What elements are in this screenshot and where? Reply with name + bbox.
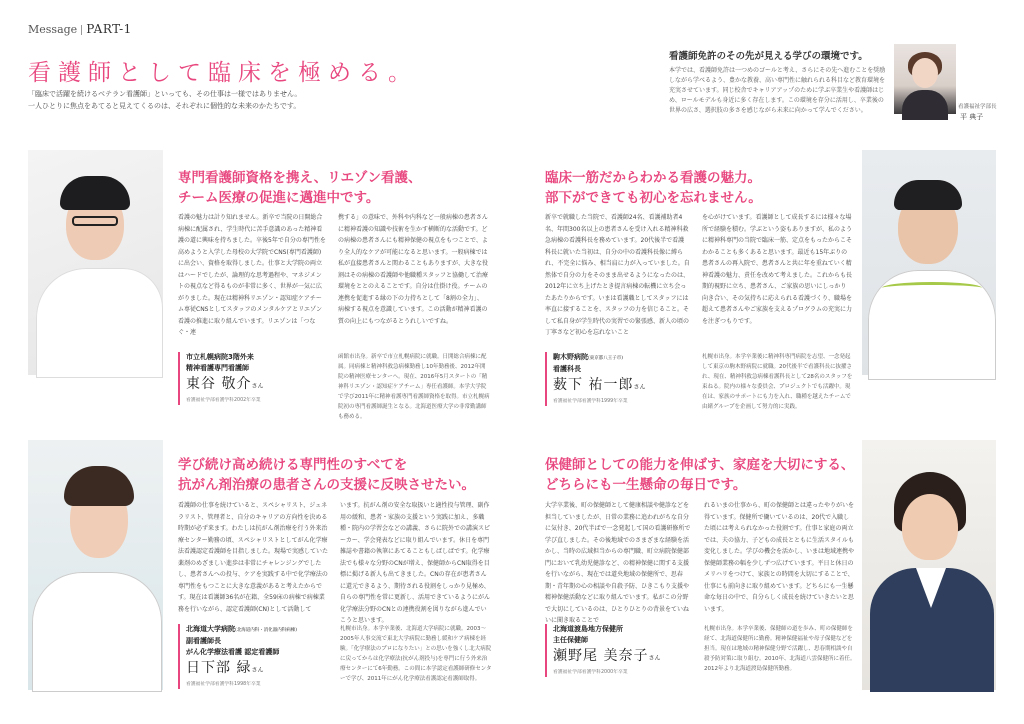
name-text: 瀬野尾 美奈子 bbox=[553, 648, 649, 664]
profile-text-col2: 携する」の意味で、外科や内科など一般病棟の患者さんに精神看護の知識や技術を生かす横断的な活動です。どの病棟の患者さんにも精神保健の視点をもつことで、より全人的なケアが可能になると思います。一般病棟では私が直接患者さんと関わることもありますが、大きな役割はその病棟の看護師や他職種スタッフと協働して治療環境をととのえることです。自分は仕掛け役。チームの連携を促進する縁の下の力持ちとして「8割の全力」、病棟する視点を意識しています。この活動が精神看護の質の向上にもつながるとうれしいですね。 bbox=[338, 214, 489, 325]
profile-headline bbox=[545, 168, 855, 208]
dean-portrait bbox=[894, 44, 956, 114]
profile-text-col1: 看護の魅力は計り知れません。新卒で当院の日開総合病棟に配属され、学生時代に苦手意識のあった精神看護の道に興味を持ちました。卒後5年で自分の専門性を高めようと入学した母校の大学院でCNS(専門看護師)に出会い、資格を取得しました。仕事と大学院の両立はハードでしたが、論理的な思考過程や、マネジメントの視点など得るものが非常に多く、世界が一気に広がりました。現在は精神科リエゾン・認知症ケアチーム専従CNSとしてスタッフのメンタルケアとリエゾン看護の推進に取り組んでいます。リエゾンは「つなぐ・連 bbox=[178, 214, 326, 336]
profile-photo-2 bbox=[862, 150, 996, 375]
section-tag-label: Message bbox=[28, 23, 78, 36]
message-heading: 看護師免許のその先が見える学びの環境です。 bbox=[669, 51, 868, 62]
headline-line: 学び続け高め続ける専門性のすべてを bbox=[178, 457, 408, 473]
profile-text-col2: れるいまの仕事から、町の保健師とは違ったやりがいを得ています。保健所で働いているのは、20代で入職した頃には考えられなかった役割です。仕事と家庭の両立では、夫の協力、子どもの成長とともに生活スタイルも変化しました。学びの機会を活かし、いまは地域連携や保健師業務の幅を少しずつ広げています。平日と休日のメリハリをつけて、家族との時間を大切にすることで、仕事にも前向きに取り組めています。どちらにも一生懸命な毎日の中で、自分らしく成長を続けていきたいと思います。 bbox=[704, 502, 855, 613]
name-suffix: さん bbox=[251, 383, 264, 390]
name-suffix: さん bbox=[648, 655, 661, 662]
profile-org bbox=[553, 352, 685, 364]
name-suffix: さん bbox=[251, 667, 264, 674]
name-text: 日下部 緑 bbox=[186, 660, 252, 676]
headline-line: チーム医療の促進に邁進中です。 bbox=[178, 190, 380, 206]
org-text: 北海道大学病院 bbox=[186, 625, 235, 633]
profile-headline bbox=[178, 168, 498, 208]
profile-graduation: 看護福祉学部看護学科1999年卒業 bbox=[553, 399, 628, 404]
portrait-coat bbox=[902, 90, 948, 120]
divider bbox=[81, 25, 82, 35]
glasses-icon bbox=[72, 216, 118, 226]
profile-bio: 函館市出身。新卒で市立札幌病院に就職。日開総合病棟に配属。同病棟と精神科救急病棟勤務し10年勤務後、2012年開院の精神医療センターへ。現在、2016年5月スタートの「精神科リエゾン・認知症ケアチーム」専任看護師。本学大学院で学び2011年に精神看護専門看護師資格を取得。市立札幌病院初の専門看護師誕生となる。北海道医療大学の非常勤講師も務める。 bbox=[338, 354, 490, 420]
org-note: (東京都八王子市) bbox=[588, 356, 624, 361]
profile-role: 主任保健師 bbox=[553, 636, 588, 644]
profile-role: 精神看護専門看護師 bbox=[186, 364, 249, 372]
profile-photo-3 bbox=[28, 440, 163, 690]
profile-role: 副看護師長 bbox=[186, 637, 221, 645]
lead-line: 「臨床で活躍を続けるベテラン看護師」といっても、その仕事は一様ではありません。 bbox=[28, 90, 302, 98]
headline-line: 保健師としての能力を伸ばす、家庭を大切にする、 bbox=[545, 457, 855, 473]
profile-headline bbox=[178, 455, 508, 495]
profile-role-secondary: がん化学療法看護 認定看護師 bbox=[186, 648, 280, 656]
profile-name bbox=[186, 374, 326, 397]
profile-namebox bbox=[545, 352, 685, 406]
profile-text-col1: 看護師の仕事を続けていると、スペシャリスト、ジェネラリスト、管理者と、自分のキャリアの方向性を決める時期が必ず来ます。わたしは抗がん剤治療を行う外来治療センター勤務の頃、スペシャリストとしてがん化学療法看護認定看護師を目指しました。現場で実感していた薬剤のめざましい進歩は非常にチャレンジングでしたし、患者さんへの投与、ケアを実践する中で化学療法の専門性をもつことに大きな意義があると考えたからです。現在は看護師36名が在籍、全59床の病棟で病棟業務を行いながら、認定看護師(CN)として活動して bbox=[178, 502, 329, 613]
headline-line: 抗がん剤治療の患者さんの支援に反映させたい。 bbox=[178, 477, 475, 493]
signature-role: 看護福祉学部長 bbox=[958, 104, 997, 110]
message-body: 本学では、看護師免許は一つめのゴールと考え、さらにその先へ進むことを奨励しながら学べるよう、豊かな教養、高い専門性に触れられる科目など教育環境を充実させています。同じ校舎でキャリアアップのために学ぶ卒業生や看護師はじめ、ロールモデルも身近に多く存在します。この環境を存分に活用し、卒業後の世界の広さ、選択肢の多さを感じながら未来に向かって学んでください。 bbox=[669, 67, 886, 114]
headline-line: どちらにも一生懸命の毎日です。 bbox=[545, 477, 747, 493]
profile-name bbox=[553, 646, 693, 669]
page-title: 看護師として臨床を極める。 bbox=[28, 60, 418, 86]
profile-org: 市立札幌病院3階外来 bbox=[186, 353, 254, 361]
org-note: (北海道内科・消化器内科病棟) bbox=[235, 628, 298, 633]
name-text: 薮下 祐一郎 bbox=[553, 377, 634, 393]
part-label: PART-1 bbox=[86, 22, 132, 36]
profile-text-col1: 新卒で就職した当院で、看護師24名、看護補助者4名、年間300名以上の患者さんを受け入れる精神科救急病棟の看護科長を務めています。20代後半で看護科長に就いた当初は、自分の中の看護科長像に縛られ、不完全に悩み、相当肩に力が入っていました。自然体で自分の力をそのまま出せるようになったのは、2012年に立ち上げたとき提言病棟の転機に立ち会ったあたりからです。いまは看護職としてスタッフには率直に接することを、スタッフの力を信じること。そして私自身が学生時代の実習での緊張感、新人の頃の丁寧さなど初心を忘れないこと bbox=[545, 214, 690, 336]
profile-namebox bbox=[178, 624, 328, 689]
profile-org bbox=[186, 624, 328, 636]
name-text: 東谷 敬介 bbox=[186, 376, 252, 392]
profile-graduation: 看護福祉学部看護学科2002年卒業 bbox=[186, 398, 261, 403]
profile-bio: 札幌市出身。本学卒業後、北海道大学病院に就職。2003～2005年人事交流で東北大学病院に勤務し緩和ケア病棟を経験。「化学療法のプロになりたい」との思いを強くし北大病院に戻ってからは化学療法(抗がん剤投与)を専門に行う外来治療センターにて6年勤務。この間に本学認定看護師研修センターで学び、2011年にがん化学療法看護認定看護師取得。 bbox=[340, 626, 492, 682]
photo-hair bbox=[894, 180, 962, 210]
photo-collar bbox=[882, 282, 982, 294]
profile-graduation: 看護福祉学部看護学科2000年卒業 bbox=[553, 670, 628, 675]
profile-namebox bbox=[545, 624, 693, 677]
headline-line: 部下ができても初心を忘れません。 bbox=[545, 190, 762, 206]
profile-bio: 札幌市出身。本学卒業後に精神科専門病院を志望、一念発起して東京の駒木野病院に就職。20代後半で看護科長に抜擢され、現在、精神科救急病棟看護科長として28名のスタッフを束ねる。院内の様々な委員会、プロジェクトでも活躍中。現在は、家族のサポートにも力を入れ、職種を越えたチームで由緒グループを企画して努力的に実践。 bbox=[702, 354, 853, 410]
profile-org: 北海道渡島地方保健所 bbox=[553, 625, 623, 633]
profile-text-col1: 大学卒業後、町の保健師として健康相談や健診などを担当していましたが、日常の業務に追われがちな自分に気付き、20代半ばで一念発起して国の看護研修所で学び直しました。その後地域でのさまざまな経験を活かし、当時の広域担当からの専門職、町立病院保健部門において乳幼児健診など、の精神保健に関する支援を行いながら、現在では道央地域の保健所で、思春期・青年期の心の相談や自殺予防、ひきこもり支援や精神保健活動などに取り組んでいます。私がこの分野で大切にしているのは、ひとりひとりの背景をていねいに聞き取ることで bbox=[545, 502, 691, 624]
photo-hair bbox=[60, 176, 130, 210]
profile-photo-4 bbox=[862, 440, 996, 690]
headline-line: 専門看護師資格を携え、リエゾン看護、 bbox=[178, 170, 422, 186]
profile-bio: 札幌市出身。本学卒業後、保健師の道を歩み、町の保健師を経て、北海道保健所に勤務。精神保健福祉や母子保健などを担当。現在は地域の精神保健分野で活躍し、思春期相談や自殺予防対策に取り組む。2010年、北海道八雲保健所に着任。2012年より北海道渡島保健所勤務。 bbox=[704, 626, 856, 672]
profile-text-col2: を心がけています。看護師として成長するには様々な場所で経験を積む。学ぶという姿もありますが、私のように精神科専門の当院で臨床一筋、定点をもったからこそわかることも多くあると思います。最近も15年ぶりの患者さんの再入院で、患者さんと共に年を重ねていく精神看護の魅力、責任を改めて考えました。これからも長期的視野に立ち、患者さん、ご家族の思いにしっかり向き合い、その気持ちに応えられる看護づくり、職場を超えて患者さんやご家族を支えるプログラムの充実に力を注ぎつもりです。 bbox=[702, 214, 853, 325]
name-suffix: さん bbox=[633, 384, 646, 391]
org-text: 駒木野病院 bbox=[553, 353, 588, 361]
photo-body bbox=[32, 572, 162, 692]
profile-role: 看護科長 bbox=[553, 365, 581, 373]
profile-name bbox=[553, 375, 685, 398]
lead-line: 一人ひとりに焦点をあてると見えてくるのは、それぞれに個性的な未来のかたちです。 bbox=[28, 102, 301, 110]
profile-graduation: 看護福祉学部看護学科1998年卒業 bbox=[186, 682, 261, 687]
profile-photo-1 bbox=[28, 150, 163, 375]
portrait-face bbox=[912, 58, 938, 88]
profile-namebox bbox=[178, 352, 326, 405]
profile-headline bbox=[545, 455, 860, 495]
profile-text-col2: います。抗がん剤の安全な取扱いと適性投与管理、副作用の緩和、患者・家族の支援という実践に加え、多職種・院内の学習会などの講義、さらに院外での講演スピーカー、学会発表などに取り組んでいます。休日を専門雑誌や書籍の執筆にあてることもしばしばです。化学療法でも様々な分野のCNが増え、保健師からCN取得を目標に掲げる新人も出てきました。CNの存在が患者さんに還元できるよう、期待される役割をしっかり見極め、自らの専門性を常に更新し、活用できているようにがん化学療法分野のCNとの連携役割を図りながら進んでいこうと思います。 bbox=[340, 502, 491, 624]
signature-name: 平 典子 bbox=[960, 113, 984, 121]
section-tag bbox=[28, 22, 132, 36]
lead-text bbox=[28, 88, 388, 112]
photo-body bbox=[36, 268, 163, 378]
profile-name bbox=[186, 658, 328, 681]
photo-face-front bbox=[902, 494, 958, 560]
headline-line: 臨床一筋だからわかる看護の魅力。 bbox=[545, 170, 761, 186]
